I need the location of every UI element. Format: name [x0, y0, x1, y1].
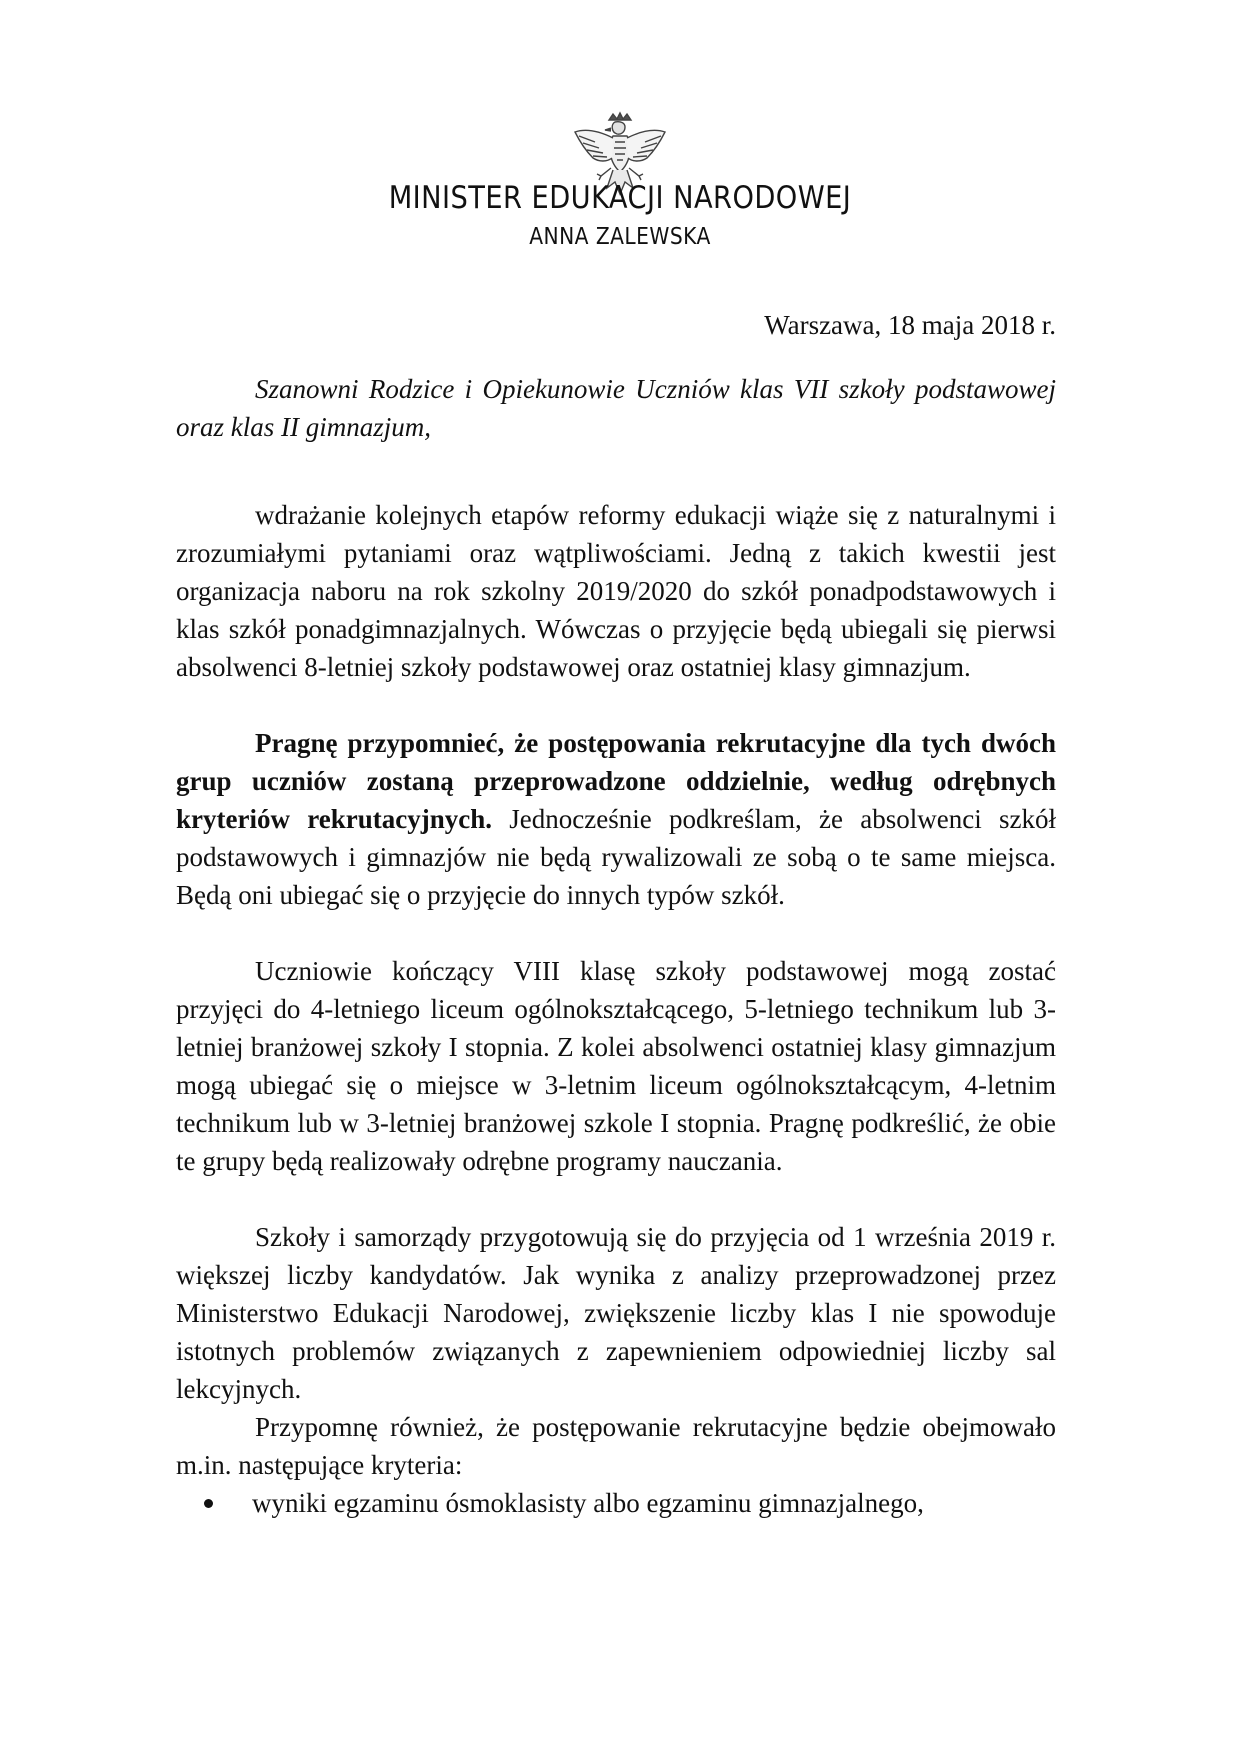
paragraph-2 — [176, 724, 1056, 914]
letter-title: MINISTER EDUKACJI NARODOWEJ — [388, 180, 852, 216]
list-item-text: wyniki egzaminu ósmoklasisty albo egzaminu gimnazjalnego, — [252, 1488, 924, 1518]
salutation: Szanowni Rodzice i Opiekunowie Uczniów klas VII szkoły podstawowej oraz klas II gimnazjum, — [176, 374, 1056, 442]
paragraph-2-bold: Pragnę przypomnieć, że postępowania rekrutacyjne dla tych dwóch grup uczniów zostaną przeprowadzone oddzielnie, według odrębnych kryteriów rekrutacyjnych. — [176, 728, 1056, 834]
paragraph-2-rest: Jednocześnie podkreślam, że absolwenci szkół podstawowych i gimnazjów nie będą rywalizowali ze sobą o te same miejsca. Będą oni ubiegać się o przyjęcie do innych typów szkół. — [176, 804, 1057, 910]
author-name: ANNA ZALEWSKA — [529, 224, 711, 250]
letter-body — [176, 370, 1056, 1522]
paragraph-5: Przypomnę również, że postępowanie rekrutacyjne będzie obejmowało m.in. następujące kryteria: — [176, 1412, 1056, 1480]
list-item — [252, 1484, 1056, 1522]
bullet-icon — [204, 1499, 213, 1508]
criteria-list — [176, 1484, 1056, 1522]
paragraph-1: wdrażanie kolejnych etapów reformy edukacji wiąże się z naturalnymi i zrozumiałymi pytaniami oraz wątpliwościami. Jedną z takich kwestii jest organizacja naboru na rok szkolny 2019/2020 do szkół ponadpodstawowych i klas szkół ponadgimnazjalnych. Wówczas o przyjęcie będą ubiegali się pierwsi absolwenci 8-letniej szkoły podstawowej oraz ostatniej klasy gimnazjum. — [176, 500, 1056, 682]
paragraph-4: Szkoły i samorządy przygotowują się do przyjęcia od 1 września 2019 r. większej liczby kandydatów. Jak wynika z analizy przeprowadzonej przez Ministerstwo Edukacji Narodowej, zwiększenie liczby klas I nie spowoduje istotnych problemów związanych z zapewnieniem odpowiedniej liczby sal lekcyjnych. — [176, 1222, 1056, 1404]
letter-date: Warszawa, 18 maja 2018 r. — [764, 310, 1056, 340]
paragraph-3: Uczniowie kończący VIII klasę szkoły podstawowej mogą zostać przyjęci do 4-letniego liceum ogólnokształcącego, 5-letniego technikum lub 3-letniej branżowej szkoły I stopnia. Z kolei absolwenci ostatniej klasy gimnazjum mogą ubiegać się o miejsce w 3-letnim liceum ogólnokształcącym, 4-letnim technikum lub w 3-letniej branżowej szkole I stopnia. Pragnę podkreślić, że obie te grupy będą realizowały odrębne programy nauczania. — [176, 956, 1056, 1176]
